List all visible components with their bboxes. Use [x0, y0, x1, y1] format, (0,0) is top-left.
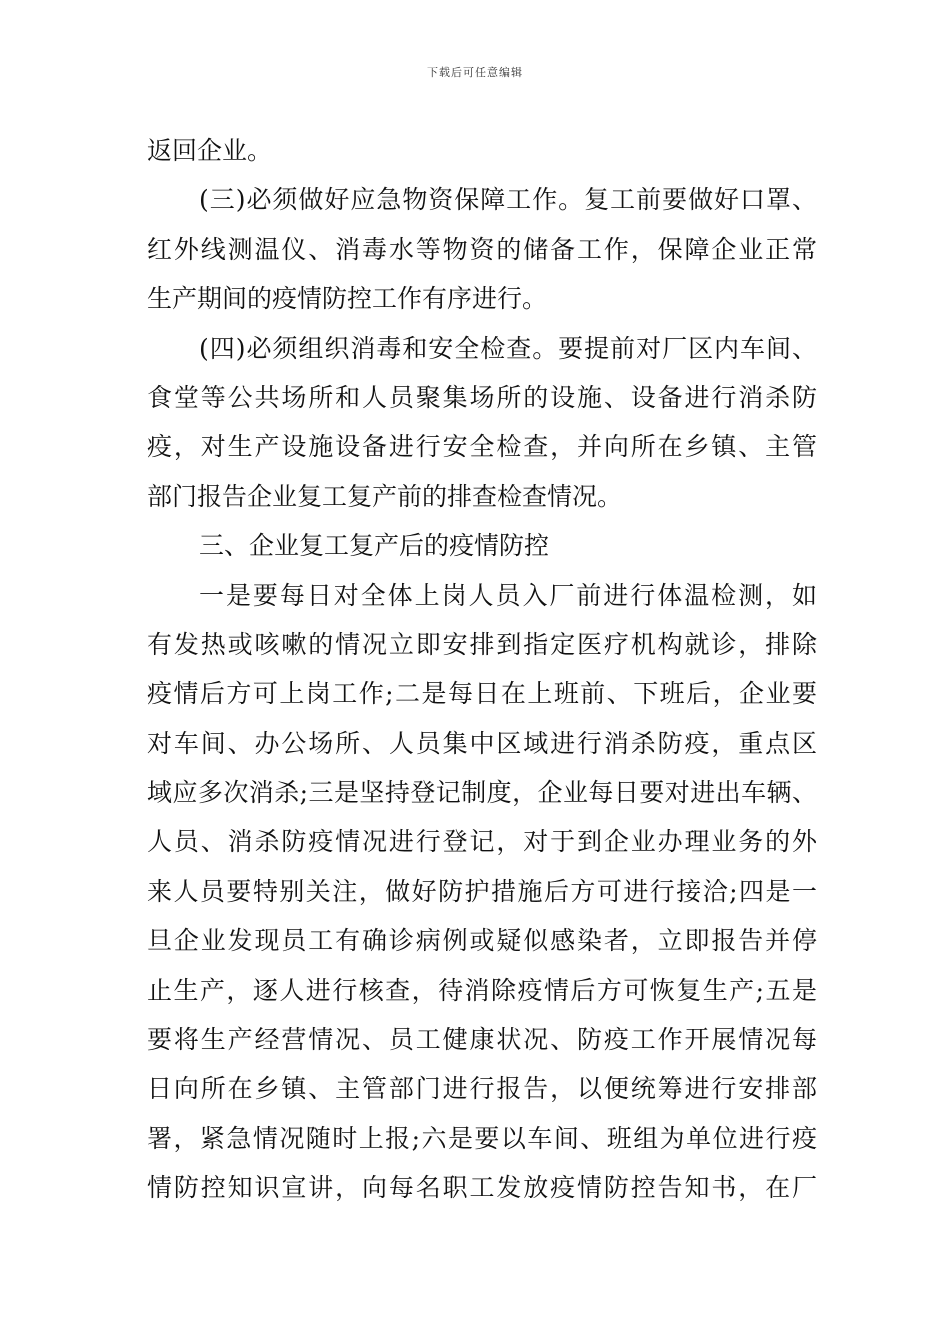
- text-line: (四)必须组织消毒和安全检查。要提前对厂区内车间、: [199, 333, 817, 363]
- text-line: (三)必须做好应急物资保障工作。复工前要做好口罩、: [199, 185, 817, 215]
- text-line: 生产期间的疫情防控工作有序进行。: [147, 284, 548, 314]
- text-line: 止生产，逐人进行核查，待消除疫情后方可恢复生产;五是: [147, 975, 817, 1005]
- text-line: 日向所在乡镇、主管部门进行报告，以便统筹进行安排部: [147, 1074, 817, 1104]
- text-line: 一是要每日对全体上岗人员入厂前进行体温检测，如: [199, 580, 817, 610]
- text-line: 域应多次消杀;三是坚持登记制度，企业每日要对进出车辆、: [147, 778, 817, 808]
- body-text: [147, 126, 817, 1213]
- text-line: 食堂等公共场所和人员聚集场所的设施、设备进行消杀防: [147, 382, 817, 412]
- text-line: 署，紧急情况随时上报;六是要以车间、班组为单位进行疫: [147, 1123, 817, 1153]
- text-line: 旦企业发现员工有确诊病例或疑似感染者，立即报告并停: [147, 926, 817, 956]
- text-line: 红外线测温仪、消毒水等物资的储备工作，保障企业正常: [147, 234, 817, 264]
- text-line: 对车间、办公场所、人员集中区域进行消杀防疫，重点区: [147, 728, 817, 758]
- text-line: 要将生产经营情况、员工健康状况、防疫工作开展情况每: [147, 1025, 817, 1055]
- text-line: 有发热或咳嗽的情况立即安排到指定医疗机构就诊，排除: [147, 629, 817, 659]
- text-line: 疫情后方可上岗工作;二是每日在上班前、下班后，企业要: [147, 679, 817, 709]
- text-line: 情防控知识宣讲，向每名职工发放疫情防控告知书，在厂: [147, 1173, 817, 1203]
- text-line: 疫，对生产设施设备进行安全检查，并向所在乡镇、主管: [147, 432, 817, 462]
- text-line: 返回企业。: [147, 136, 273, 165]
- text-line: 三、企业复工复产后的疫情防控: [199, 531, 550, 561]
- text-line: 来人员要特别关注，做好防护措施后方可进行接洽;四是一: [147, 876, 817, 906]
- text-line: 人员、消杀防疫情况进行登记，对于到企业办理业务的外: [147, 827, 817, 857]
- page-header: 下载后可任意编辑: [427, 66, 523, 79]
- text-line: 部门报告企业复工复产前的排查检查情况。: [147, 481, 623, 511]
